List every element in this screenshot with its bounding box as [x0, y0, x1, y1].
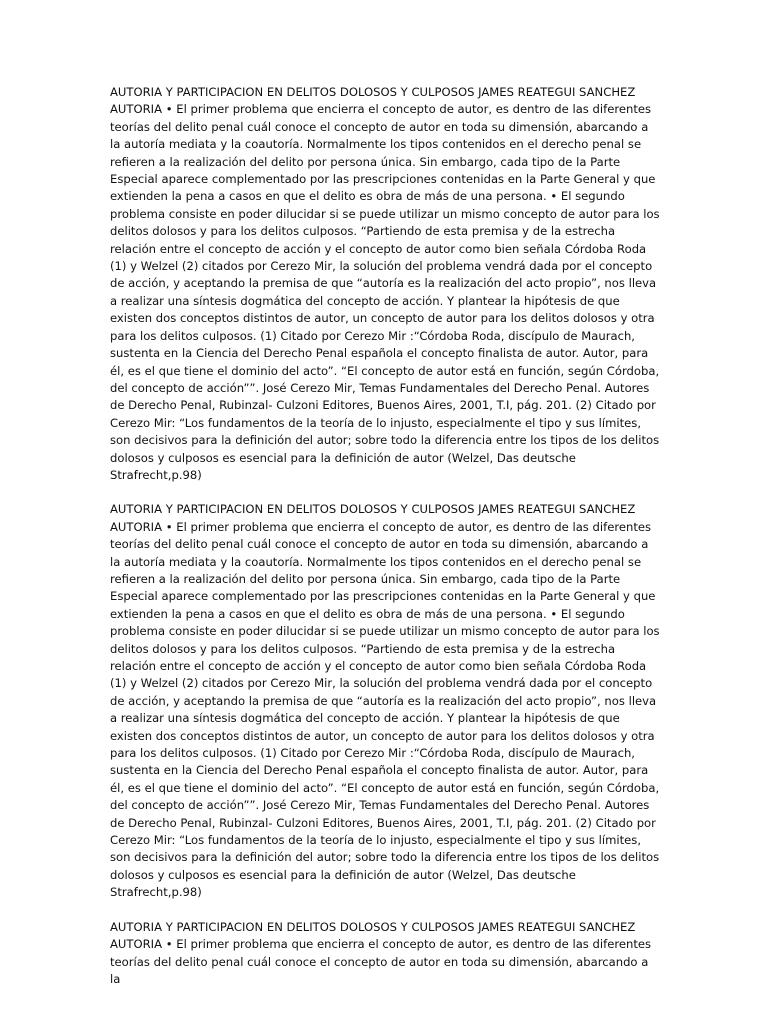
paragraph: AUTORIA Y PARTICIPACION EN DELITOS DOLOSOS Y CULPOSOS JAMES REATEGUI SANCHEZ AUTORIA • El primer problema que encierra el concepto de autor, es dentro de las diferentes teorías del delito penal cuál conoce el concepto de autor en toda su dimensión, abarcando a la autoría mediata y la coautoría. Normalmente los tipos contenidos en el derecho penal se refieren a la realización del delito por persona única. Sin embargo, cada tipo de la Parte Especial aparece complementado por las prescripciones contenidas en la Parte General y que extienden la pena a casos en que el delito es obra de más de una persona. • El segundo problema consiste en poder dilucidar si se puede utilizar un mismo concepto de autor para los delitos dolosos y para los delitos culposos. “Partiendo de esta premisa y de la estrecha relación entre el concepto de acción y el concepto de autor como bien señala Córdoba Roda (1) y Welzel (2) citados por Cerezo Mir, la solución del problema vendrá dada por el concepto de acción, y aceptando la premisa de que “autoría es la realización del acto propio”, nos lleva a realizar una síntesis dogmática del concepto de acción. Y plantear la hipótesis de que existen dos conceptos distintos de autor, un concepto de autor para los delitos dolosos y otra para los delitos culposos. (1) Citado por Cerezo Mir :“Córdoba Roda, discípulo de Maurach, sustenta en la Ciencia del Derecho Penal española el concepto finalista de autor. Autor, para él, es el que tiene el dominio del acto”. “El concepto de autor está en función, según Córdoba, del concepto de acción””. José Cerezo Mir, Temas Fundamentales del Derecho Penal. Autores de Derecho Penal, Rubinzal- Culzoni Editores, Buenos Aires, 2001, T.I, pág. 201. (2) Citado por Cerezo Mir: “Los fundamentos de la teoría de lo injusto, especialmente el tipo y sus límites, son decisivos para la definición del autor; sobre todo la diferencia entre los tipos de los delitos dolosos y culposos es esencial para la definición de autor (Welzel, Das deutsche Strafrecht,p.98) [110, 502, 660, 900]
paragraph: AUTORIA Y PARTICIPACION EN DELITOS DOLOSOS Y CULPOSOS JAMES REATEGUI SANCHEZ AUTORIA • El primer problema que encierra el concepto de autor, es dentro de las diferentes teorías del delito penal cuál conoce el concepto de autor en toda su dimensión, abarcando a la [110, 919, 652, 986]
paragraph: AUTORIA Y PARTICIPACION EN DELITOS DOLOSOS Y CULPOSOS JAMES REATEGUI SANCHEZ AUTORIA • El primer problema que encierra el concepto de autor, es dentro de las diferentes teorías del delito penal cuál conoce el concepto de autor en toda su dimensión, abarcando a la autoría mediata y la coautoría. Normalmente los tipos contenidos en el derecho penal se refieren a la realización del delito por persona única. Sin embargo, cada tipo de la Parte Especial aparece complementado por las prescripciones contenidas en la Parte General y que extienden la pena a casos en que el delito es obra de más de una persona. • El segundo problema consiste en poder dilucidar si se puede utilizar un mismo concepto de autor para los delitos dolosos y para los delitos culposos. “Partiendo de esta premisa y de la estrecha relación entre el concepto de acción y el concepto de autor como bien señala Córdoba Roda (1) y Welzel (2) citados por Cerezo Mir, la solución del problema vendrá dada por el concepto de acción, y aceptando la premisa de que “autoría es la realización del acto propio”, nos lleva a realizar una síntesis dogmática del concepto de acción. Y plantear la hipótesis de que existen dos conceptos distintos de autor, un concepto de autor para los delitos dolosos y otra para los delitos culposos. (1) Citado por Cerezo Mir :“Córdoba Roda, discípulo de Maurach, sustenta en la Ciencia del Derecho Penal española el concepto finalista de autor. Autor, para él, es el que tiene el dominio del acto”. “El concepto de autor está en función, según Córdoba, del concepto de acción””. José Cerezo Mir, Temas Fundamentales del Derecho Penal. Autores de Derecho Penal, Rubinzal- Culzoni Editores, Buenos Aires, 2001, T.I, pág. 201. (2) Citado por Cerezo Mir: “Los fundamentos de la teoría de lo injusto, especialmente el tipo y sus límites, son decisivos para la definición del autor; sobre todo la diferencia entre los tipos de los delitos dolosos y culposos es esencial para la definición de autor (Welzel, Das deutsche Strafrecht,p.98) [110, 85, 660, 482]
document-body [110, 84, 660, 1005]
